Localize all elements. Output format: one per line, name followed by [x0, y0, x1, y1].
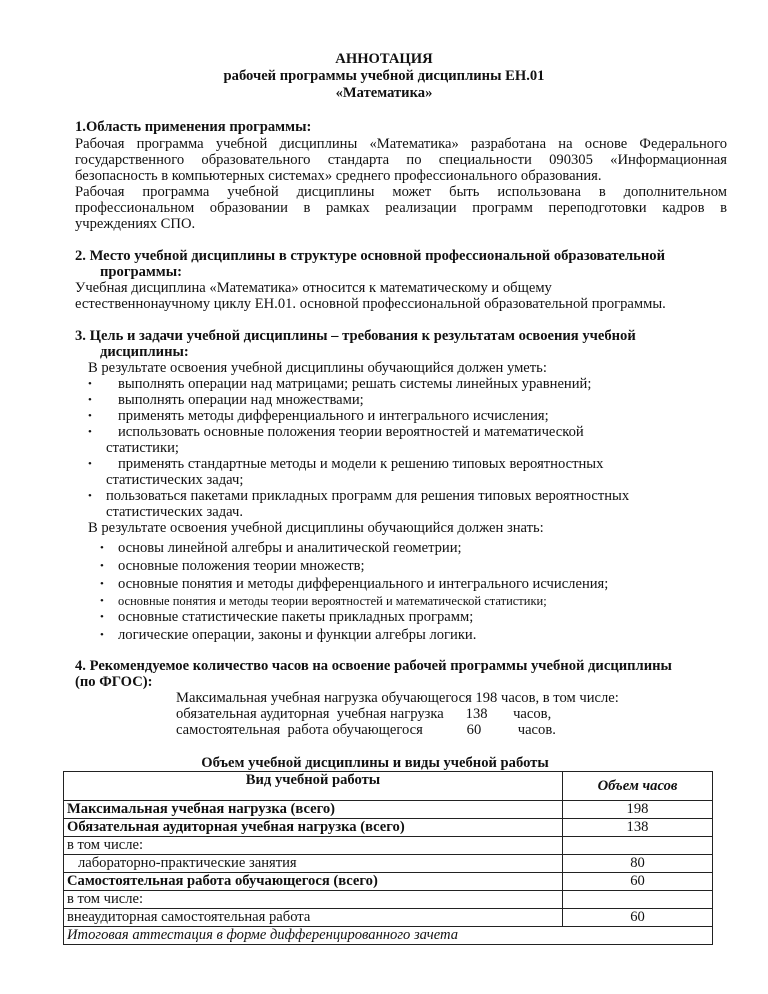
- bullet-icon: •: [100, 629, 104, 641]
- header-hours: Объем часов: [563, 772, 713, 801]
- section1-line: безопасность в компьютерных системах» среднего профессионального образования.: [75, 168, 602, 184]
- section1-line: государственного образовательного стандарта по специальности 090305 «Информационная: [75, 152, 727, 168]
- section1-line: Рабочая программа учебной дисциплины может быть использована в дополнительном: [75, 184, 727, 200]
- row-label: внеаудиторная самостоятельная работа: [64, 909, 563, 927]
- row-value: 80: [563, 855, 713, 873]
- table-caption: Объем учебной дисциплины и виды учебной работы: [201, 755, 549, 771]
- section2-heading-cont: программы:: [100, 264, 182, 280]
- section4-heading-cont: (по ФГОС):: [75, 674, 153, 690]
- row-value: 138: [563, 819, 713, 837]
- skill-item: выполнять операции над матрицами; решать системы линейных уравнений;: [118, 376, 592, 392]
- bullet-icon: •: [100, 578, 104, 590]
- discipline-name: «Математика»: [335, 85, 433, 101]
- section1-line: учреждениях СПО.: [75, 216, 196, 232]
- final-assessment: Итоговая аттестация в форме дифференцированного зачета: [64, 927, 713, 945]
- knowledge-item: основные статистические пакеты прикладных программ;: [118, 609, 474, 625]
- section2-heading: 2. Место учебной дисциплины в структуре основной профессиональной образовательной: [75, 248, 666, 264]
- header-work-type: Вид учебной работы: [64, 772, 563, 801]
- knowledge-item: основы линейной алгебры и аналитической геометрии;: [118, 540, 462, 556]
- knowledge-item: основные понятия и методы теории вероятностей и математической статистики;: [118, 594, 547, 608]
- row-value: [563, 837, 713, 855]
- section4-heading: 4. Рекомендуемое количество часов на освоение рабочей программы учебной дисциплины: [75, 658, 672, 674]
- skill-item-cont: статистики;: [106, 440, 179, 456]
- hours-table: [63, 771, 713, 945]
- table-header-row: [64, 772, 713, 801]
- table-row: [64, 801, 713, 819]
- row-label: Максимальная учебная нагрузка (всего): [64, 801, 563, 819]
- skills-intro: В результате освоения учебной дисциплины обучающийся должен уметь:: [88, 360, 547, 376]
- table-row: [64, 837, 713, 855]
- document-title: АННОТАЦИЯ: [335, 51, 433, 67]
- row-label: в том числе:: [64, 891, 563, 909]
- bullet-icon: •: [100, 595, 104, 607]
- skill-item-cont: статистических задач;: [106, 472, 244, 488]
- section2-line: естественнонаучному циклу ЕН.01. основной профессиональной образовательной программы.: [75, 296, 666, 312]
- bullet-icon: •: [100, 611, 104, 623]
- knowledge-item: основные положения теории множеств;: [118, 558, 365, 574]
- skill-item: использовать основные положения теории вероятностей и математической: [118, 424, 584, 440]
- section3-heading: 3. Цель и задачи учебной дисциплины – требования к результатам освоения учебной: [75, 328, 636, 344]
- knowledge-item: логические операции, законы и функции алгебры логики.: [118, 627, 477, 643]
- table-row: [64, 855, 713, 873]
- bullet-icon: •: [88, 394, 92, 406]
- skill-item: применять стандартные методы и модели к решению типовых вероятностных: [118, 456, 604, 472]
- row-value: 60: [563, 909, 713, 927]
- bullet-icon: •: [100, 542, 104, 554]
- knowledge-intro: В результате освоения учебной дисциплины обучающийся должен знать:: [88, 520, 544, 536]
- bullet-icon: •: [88, 490, 92, 502]
- hours-line: Максимальная учебная нагрузка обучающегося 198 часов, в том числе:: [176, 690, 619, 706]
- row-label: Обязательная аудиторная учебная нагрузка (всего): [64, 819, 563, 837]
- table-row: [64, 819, 713, 837]
- hours-line: обязательная аудиторная учебная нагрузка 138 часов,: [176, 706, 552, 722]
- section1-heading: 1.Область применения программы:: [75, 119, 312, 135]
- skill-item: выполнять операции над множествами;: [118, 392, 364, 408]
- section3-heading-cont: дисциплины:: [100, 344, 189, 360]
- bullet-icon: •: [88, 378, 92, 390]
- row-label: Самостоятельная работа обучающегося (всего): [64, 873, 563, 891]
- row-label: лабораторно-практические занятия: [64, 855, 563, 873]
- table-footer-row: [64, 927, 713, 945]
- table-row: [64, 873, 713, 891]
- table-row: [64, 909, 713, 927]
- row-value: 60: [563, 873, 713, 891]
- section1-line: профессиональном образовании в рамках реализации программ переподготовки кадров в: [75, 200, 727, 216]
- skill-item: пользоваться пакетами прикладных программ для решения типовых вероятностных: [106, 488, 630, 504]
- knowledge-item: основные понятия и методы дифференциального и интегрального исчисления;: [118, 576, 609, 592]
- bullet-icon: •: [100, 560, 104, 572]
- bullet-icon: •: [88, 410, 92, 422]
- table-row: [64, 891, 713, 909]
- document-subtitle: рабочей программы учебной дисциплины ЕН.01: [223, 68, 545, 84]
- bullet-icon: •: [88, 426, 92, 438]
- row-value: [563, 891, 713, 909]
- row-label: в том числе:: [64, 837, 563, 855]
- bullet-icon: •: [88, 458, 92, 470]
- section2-line: Учебная дисциплина «Математика» относится к математическому и общему: [75, 280, 552, 296]
- skill-item: применять методы дифференциального и интегрального исчисления;: [118, 408, 549, 424]
- hours-line: самостоятельная работа обучающегося 60 часов.: [176, 722, 556, 738]
- section1-line: Рабочая программа учебной дисциплины «Математика» разработана на основе Федерального: [75, 136, 727, 152]
- row-value: 198: [563, 801, 713, 819]
- skill-item-cont: статистических задач.: [106, 504, 244, 520]
